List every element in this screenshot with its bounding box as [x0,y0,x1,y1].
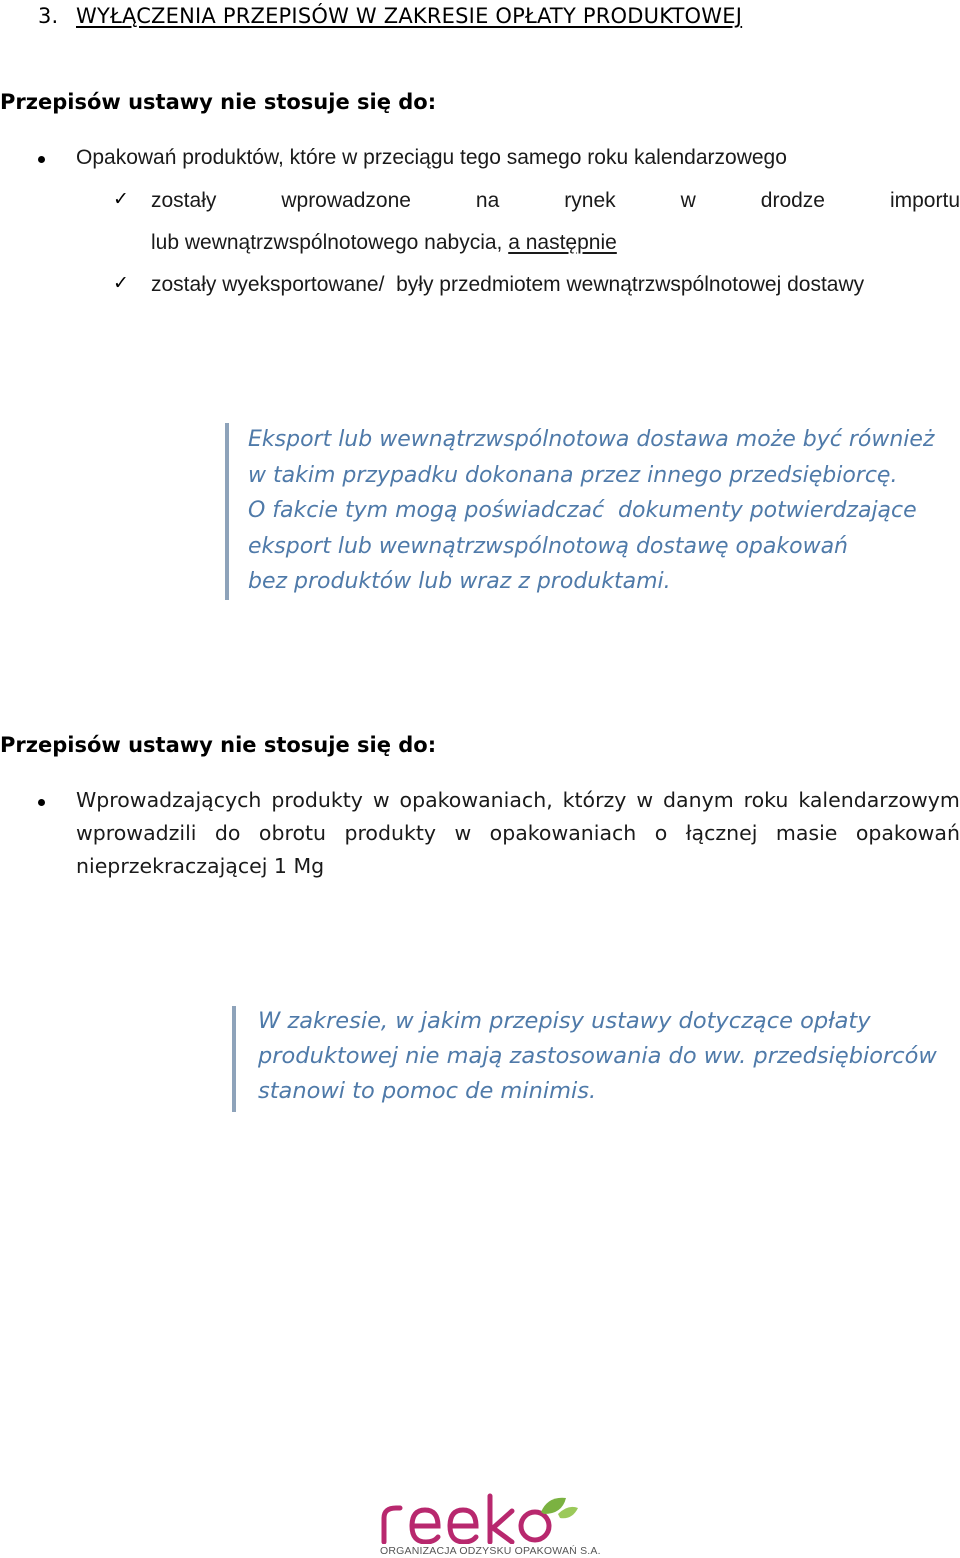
paragraph-line: nieprzekraczającej 1 Mg [76,854,325,878]
reeko-wordmark-icon [378,1492,588,1544]
quote-line: stanowi to pomoc de minimis. [258,1078,597,1104]
word: w [372,788,390,812]
word: produkty [344,821,437,845]
word: o [654,821,668,845]
bullet-icon [38,799,45,806]
section-number: 3. [38,4,59,28]
quote-bar [232,1006,236,1112]
bullet-text-packaging: Opakowań produktów, które w przeciągu tego samego roku kalendarzowego [76,146,787,169]
section-title-text: WYŁĄCZENIA PRZEPISÓW W ZAKRESIE OPŁATY PRODUKTOWEJ [76,4,743,28]
word: w [680,189,696,212]
checkmark-icon: ✓ [113,188,129,210]
section-title [0,4,742,28]
block2-heading: Przepisów ustawy nie stosuje się do: [0,733,437,757]
quote-bar [225,423,229,600]
word: obrotu [258,821,327,845]
word: opakowań [855,821,960,845]
word: zostały [151,189,217,212]
quote-line: produktowej nie mają zastosowania do ww. przedsiębiorców [258,1043,937,1069]
check-item-imported-continuation [151,231,617,255]
logo-caption: ORGANIZACJA ODZYSKU OPAKOWAŃ S.A. [380,1545,601,1557]
quote-line: O fakcie tym mogą poświadczać dokumenty potwierdzające [248,498,917,523]
word: wprowadzone [281,189,411,212]
word: danym [663,788,734,812]
continuation-underlined: a następnie [508,231,617,254]
word: łącznej [685,821,758,845]
word: na [475,189,500,212]
continuation-text: lub wewnątrzwspólnotowego nabycia, [151,231,509,254]
word: Wprowadzających [76,788,262,812]
word: w [454,821,472,845]
word: masie [775,821,838,845]
bullet-text-introducers [76,784,960,883]
quote-export-note [248,422,934,600]
check-item-exported: zostały wyeksportowane/ były przedmiotem wewnątrzwspólnotowej dostawy [151,273,865,296]
reeko-logo [378,1492,601,1558]
paragraph-line [76,817,960,850]
quote-line: eksport lub wewnątrzwspólnotową dostawę opakowań [248,533,848,559]
word: opakowaniach [489,821,637,845]
checkmark-icon: ✓ [113,272,129,294]
quote-line: Eksport lub wewnątrzwspólnotowa dostawa może być również [248,427,935,452]
word: do [214,821,241,845]
word: drodze [760,189,825,212]
check-item-imported [151,189,960,213]
paragraph-line [76,784,960,817]
word: produkty [271,788,363,812]
word: w [636,788,654,812]
word: wprowadzili [76,821,197,845]
bullet-icon [38,156,45,163]
word: opakowaniach, [399,788,553,812]
word: kalendarzowym [798,788,960,812]
quote-line: w takim przypadku dokonana przez innego przedsiębiorcę. [248,462,898,488]
word: importu [889,189,960,212]
quote-line: bez produktów lub wraz z produktami. [248,569,671,594]
word: którzy [562,788,627,812]
quote-line: W zakresie, w jakim przepisy ustawy dotyczące opłaty [258,1008,871,1034]
block1-heading: Przepisów ustawy nie stosuje się do: [0,90,437,114]
word: roku [743,788,789,812]
quote-de-minimis-note [258,1004,937,1109]
word: rynek [564,189,616,212]
